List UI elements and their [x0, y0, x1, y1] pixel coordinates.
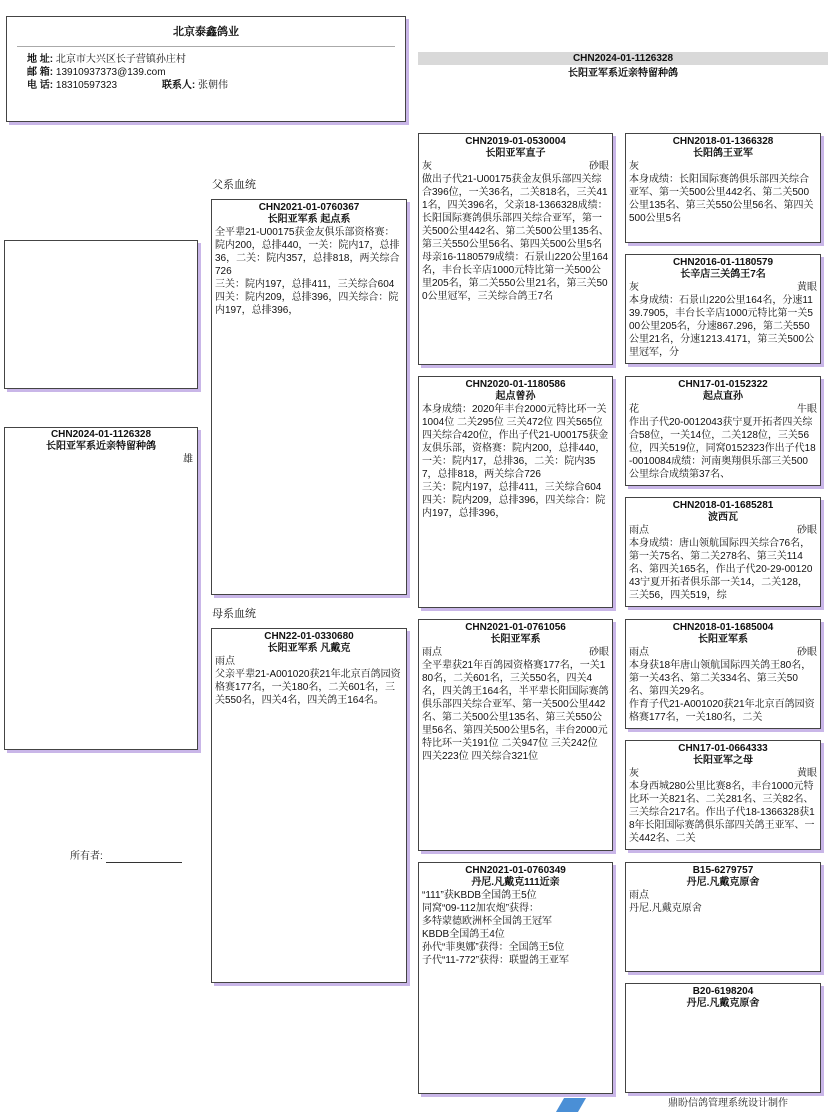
maternal-grandsire-eye: 砂眼 [589, 647, 609, 658]
ggp-4-ring: CHN2018-01-1685281 [672, 500, 774, 511]
paternal-grandsire-box [418, 133, 613, 365]
maternal-grandsire-box [418, 619, 613, 851]
dam-ring: CHN22-01-0330680 [264, 631, 354, 642]
ggp-box-4 [625, 497, 821, 607]
paternal-grandsire-ring: CHN2019-01-0530004 [465, 136, 566, 147]
maternal-grandsire-color: 雨点 [422, 647, 442, 658]
ggp-3-eye: 牛眼 [797, 404, 817, 415]
maternal-grandsire-ring: CHN2021-01-0761056 [465, 622, 566, 633]
paternal-grandsire-eye: 砂眼 [589, 161, 609, 172]
address-value: 北京市大兴区长子营镇孙庄村 [55, 54, 186, 65]
email-value: 13910937373@139.com [55, 67, 166, 78]
ggp-4-name: 波西瓦 [708, 512, 738, 523]
top-ring-bar: CHN2024-01-1126328 [418, 52, 828, 65]
farm-address-line [7, 53, 405, 66]
paternal-granddam-ring: CHN2020-01-1180586 [465, 379, 566, 390]
sire-box [211, 199, 407, 595]
sire-name: 长阳亚军系 起点系 [267, 214, 351, 225]
subject-pigeon-box [4, 427, 198, 750]
pigeon-photo-frame [4, 240, 198, 389]
farm-phone-line [7, 79, 405, 92]
address-label: 地 址: [27, 54, 54, 65]
paternal-grandsire-name: 长阳亚军直子 [485, 148, 546, 159]
maternal-granddam-name: 丹尼.凡戴克111近亲 [471, 877, 560, 888]
ggp-3-ring: CHN17-01-0152322 [678, 379, 768, 390]
ggp-7-ring: B15-6279757 [692, 865, 754, 876]
paternal-granddam-notes: 本身成绩：2020年丰台2000元特比环一关1004位 二关295位 三关472位 四关565位 四关综合420位，作出子代21-U00175获金友俱乐部，资格赛：院内200，总排440，一关：院内17，总排36，二关：院内357，总排818，两关综合726 三关：院内197，总排411，三关综合604 四关：院内209，总排396，四关综合：院内197，总排396， [422, 404, 609, 519]
paternal-grandsire-color: 灰 [422, 161, 432, 172]
software-logo-icon [556, 1098, 586, 1112]
paternal-granddam-name: 起点曾孙 [495, 391, 536, 402]
ggp-1-color: 灰 [629, 161, 639, 172]
ggp-box-3 [625, 376, 821, 486]
owner-label: 所有者: [70, 851, 103, 862]
phone-label: 电 话: [27, 80, 54, 91]
contact-value: 张朝伟 [197, 80, 228, 91]
ggp-7-color: 雨点 [629, 890, 649, 901]
maternal-grandsire-name: 长阳亚军系 [490, 634, 541, 645]
maternal-granddam-box [418, 862, 613, 1094]
ggp-6-color: 灰 [629, 768, 639, 779]
owner-underline [106, 852, 182, 863]
ggp-7-notes: 丹尼.凡戴克原舍 [629, 903, 702, 914]
maternal-grandsire-traits [419, 646, 612, 659]
paternal-granddam-box [418, 376, 613, 608]
dam-name: 长阳亚军系 凡戴克 [267, 643, 351, 654]
footer-credit: 鼎盼信鸽管理系统设计制作 [668, 1098, 788, 1109]
top-pigeon-name: 长阳亚军系近亲特留种鸽 [568, 68, 678, 79]
ggp-1-ring: CHN2018-01-1366328 [672, 136, 774, 147]
ggp-1-notes: 本身成绩：长阳国际赛鸽俱乐部四关综合亚军、第一关500公里442名、第二关500公里135名、第三关550公里56名、第四关500公里5名 [629, 174, 814, 224]
contact-label: 联系人: [161, 80, 196, 91]
ggp-3-traits [626, 403, 820, 416]
ggp-5-notes: 本身获18年唐山领航国际四关鸽王80名，第一关43名、第二关334名、第三关50名、第四关29名。 作育子代21-A001020获21年北京百鸽园资格赛177名，一关180名，二关 [629, 660, 815, 723]
ggp-5-name: 长阳亚军系 [698, 634, 748, 645]
ggp-7-name: 丹尼.凡戴克原舍 [686, 877, 760, 888]
farm-divider [17, 46, 395, 47]
maternal-granddam-ring: CHN2021-01-0760349 [465, 865, 566, 876]
ggp-1-traits [626, 160, 820, 173]
ggp-box-8 [625, 983, 821, 1093]
contact-block [162, 79, 228, 92]
ggp-6-eye: 黄眼 [797, 768, 817, 779]
dam-color: 雨点 [215, 656, 235, 667]
ggp-2-notes: 本身成绩：石景山220公里164名，分速1139.7905，丰台长辛店1000元特比第一关500公里205名，分速867.296，第二关550公里21名，分速1213.4171，第三关500公里冠军，分 [629, 295, 815, 358]
ggp-8-ring: B20-6198204 [692, 986, 754, 997]
subject-ring: CHN2024-01-1126328 [50, 429, 152, 440]
dam-notes: 父亲平辈21-A001020获21年北京百鸽园资格赛177名，一关180名，二关601名，三关550名，四关4名，四关鸽王164名。 [215, 669, 401, 706]
subject-name: 长阳亚军系近亲特留种鸽 [46, 441, 156, 452]
ggp-2-name: 长辛店三关鸽王7名 [680, 269, 766, 280]
ggp-box-1 [625, 133, 821, 243]
dam-box [211, 628, 407, 983]
ggp-box-5 [625, 619, 821, 729]
ggp-4-eye: 砂眼 [797, 525, 817, 536]
ggp-6-notes: 本身西城280公里比赛8名，丰台1000元特比环一关821名、二关281名、三关82名、三关综合217名。作出子代18-1366328获18年长阳国际赛鸽俱乐部四关鸽王亚军、一关442名、二关 [629, 781, 815, 844]
ggp-6-name: 长阳亚军之母 [693, 755, 753, 766]
ggp-6-traits [626, 767, 820, 780]
ggp-2-traits [626, 281, 820, 294]
ggp-4-notes: 本身成绩：唐山领航国际四关综合76名，第一关75名、第二关278名、第三关114名、第四关165名，作出子代20-29-0012043宁夏开拓者俱乐部一关14，二关128，三关56，四关519，综 [629, 538, 813, 601]
ggp-1-name: 长阳鸽王亚军 [693, 148, 753, 159]
owner-field [70, 851, 182, 863]
ggp-2-color: 灰 [629, 282, 639, 293]
ggp-box-6 [625, 740, 821, 850]
farm-title: 北京泰鑫鸽业 [173, 26, 239, 38]
ggp-5-traits [626, 646, 820, 659]
ggp-3-notes: 作出子代20-0012043获宁夏开拓者四关综合58位，一关14位，二关128位，三关56位，四关519位，同窝0152323作出子代18-0010084成绩：河南奥翔俱乐部三关500公里综合成绩第37名、 [629, 417, 816, 480]
maternal-grandsire-notes: 全平辈获21年百鸽园资格赛177名，一关180名，二关601名，三关550名，四关4名，四关鸽王164名，半平辈长阳国际赛鸽俱乐部四关综合亚军、第一关500公里442名、第二关500公里135名、第三关550公里56名、第四关500公里5名，丰台2000元特比环一关191位 二关947位 三关242位 四关223位 四关综合321位 [422, 660, 609, 762]
ggp-5-color: 雨点 [629, 647, 649, 658]
email-label: 邮 箱: [27, 67, 54, 78]
ggp-6-ring: CHN17-01-0664333 [678, 743, 768, 754]
paternal-grandsire-notes: 做出子代21-U00175获金友俱乐部四关综合396位，一关36名，二关818名，三关411名，四关396名，父亲18-1366328成绩：长阳国际赛鸽俱乐部四关综合亚军，第一关500公里442名、第二关500公里135名、第三关550公里56名、第四关500公里5名 母亲16-1180579成绩：石景山220公里164名，丰台长辛店1000元特比第一关500公里205名，第二关550公里21名，第三关500公里冠军，三关综合鸽王7名 [422, 174, 609, 302]
ggp-8-name: 丹尼.凡戴克原舍 [686, 998, 760, 1009]
ggp-2-eye: 黄眼 [797, 282, 817, 293]
farm-email-line [7, 66, 405, 79]
farm-info-box [6, 16, 406, 122]
ggp-box-7 [625, 862, 821, 972]
ggp-4-color: 雨点 [629, 525, 649, 536]
paternal-grandsire-traits [419, 160, 612, 173]
mother-line-label: 母系血统 [212, 608, 256, 620]
ggp-5-eye: 砂眼 [797, 647, 817, 658]
ggp-2-ring: CHN2016-01-1180579 [672, 257, 774, 268]
sire-ring: CHN2021-01-0760367 [258, 202, 360, 213]
phone-value: 18310597323 [55, 80, 118, 91]
father-line-label: 父系血统 [212, 179, 256, 191]
ggp-3-name: 起点直孙 [703, 391, 743, 402]
ggp-3-color: 花 [629, 404, 639, 415]
sire-notes: 全平辈21-U00175获金友俱乐部资格赛：院内200，总排440，一关：院内17，总排36，二关：院内357，总排818，两关综合726 三关：院内197，总排411，三关综合604 四关：院内209，总排396，四关综合：院内197，总排396， [215, 227, 400, 316]
ggp-4-traits [626, 524, 820, 537]
subject-sex: 雄 [183, 454, 193, 465]
ggp-5-ring: CHN2018-01-1685004 [672, 622, 774, 633]
maternal-granddam-notes: “111”获KBDB全国鸽王5位 同窝“09-112加农炮”获得： 多特蒙德欧洲杯全国鸽王冠军 KBDB全国鸽王4位 孙代“菲奥娜”获得：全国鸽王5位 子代“11-772”获得：联盟鸽王亚军 [422, 890, 570, 966]
ggp-box-2 [625, 254, 821, 364]
